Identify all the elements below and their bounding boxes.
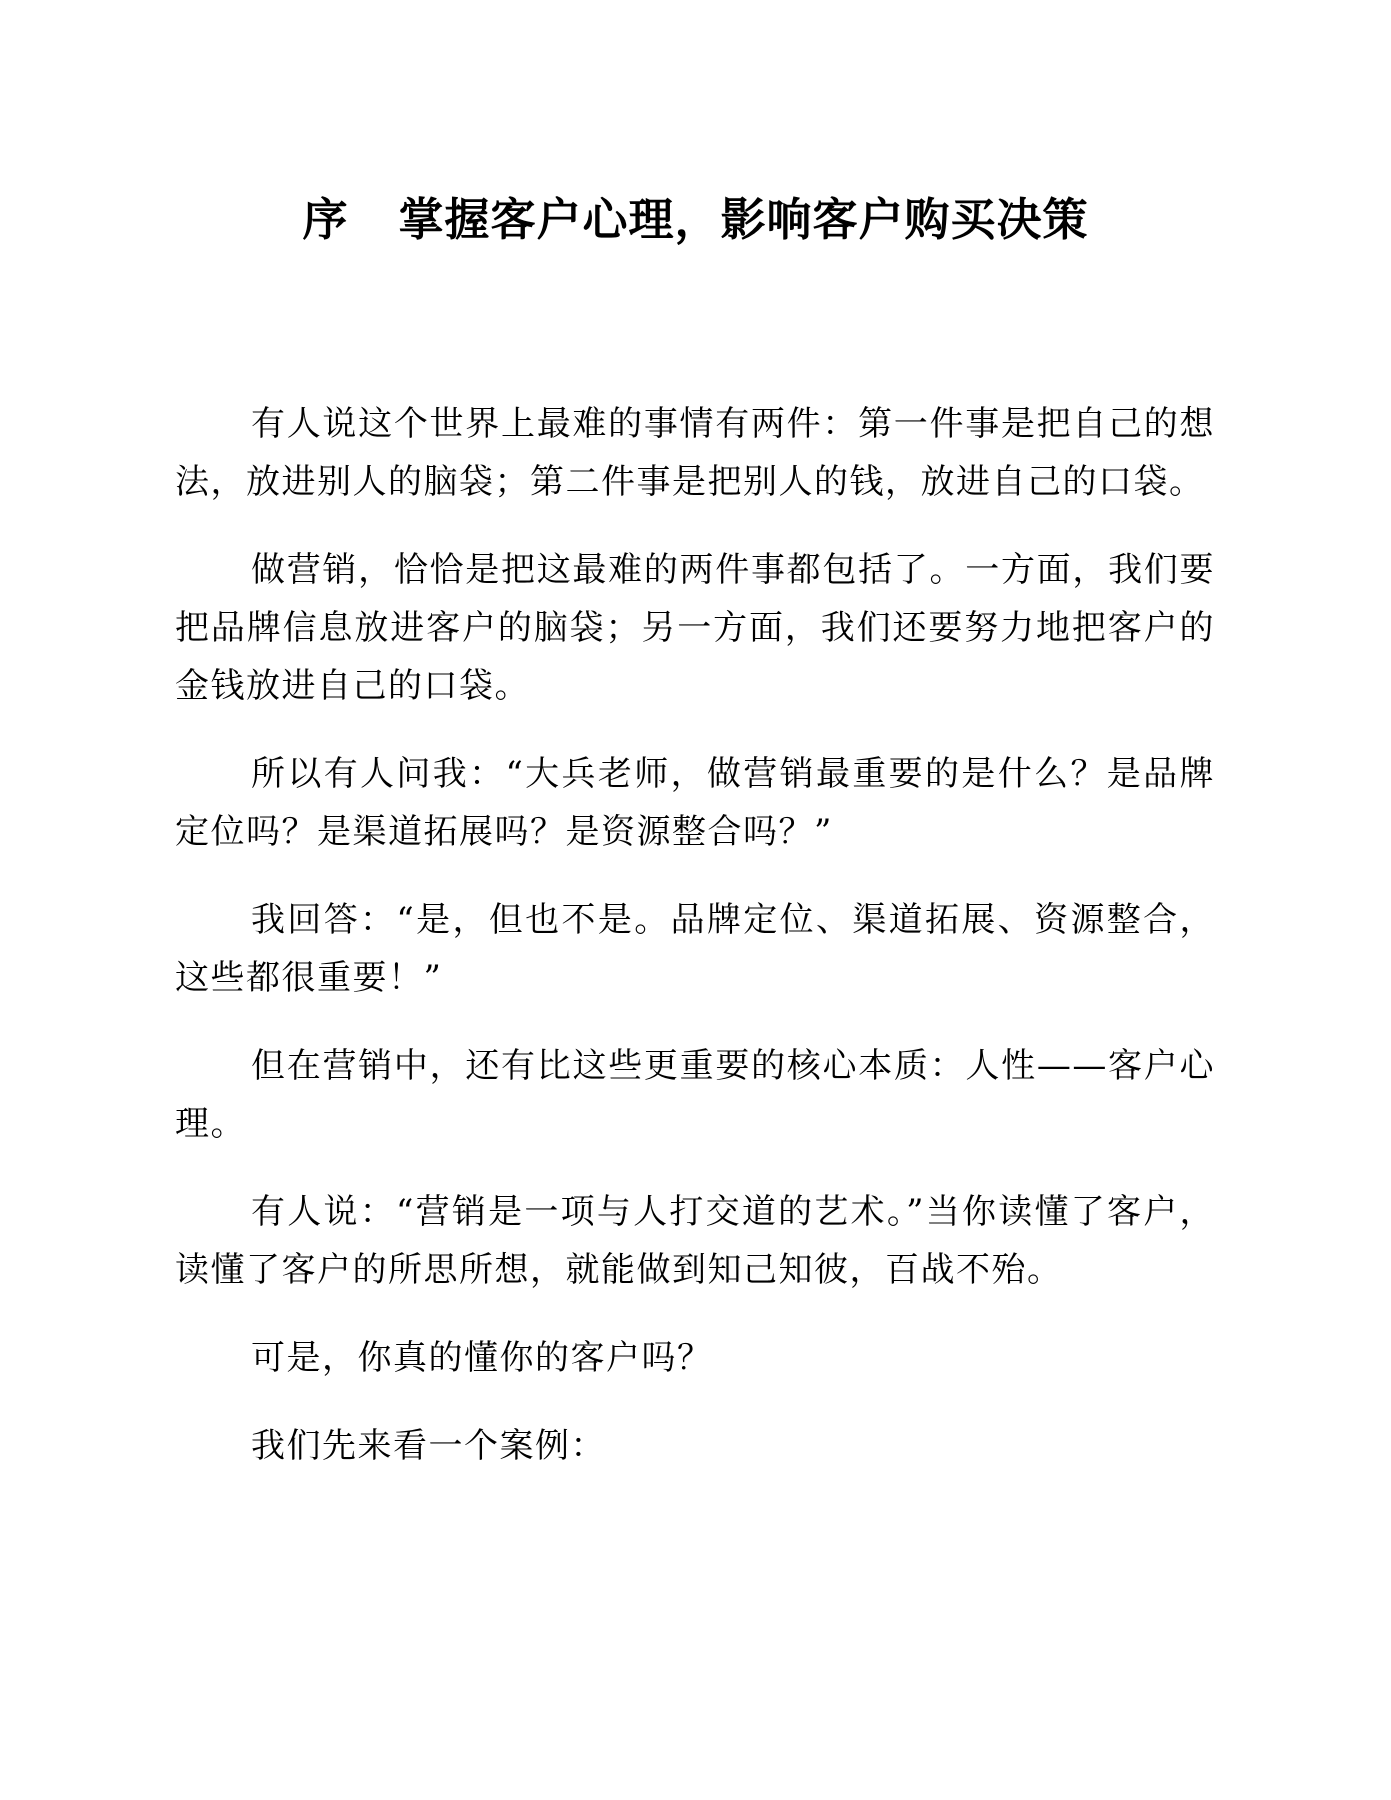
paragraph-8: 我们先来看一个案例： [251, 1426, 606, 1466]
paragraph-7: 可是，你真的懂你的客户吗？ [251, 1338, 713, 1378]
paragraph-5: 但在营销中，还有比这些更重要的核心本质：人性——客户心理。 [175, 1046, 1215, 1144]
paragraph-4: 我回答：“是，但也不是。品牌定位、渠道拓展、资源整合，这些都很重要！” [175, 900, 1215, 998]
page-title [0, 190, 1391, 250]
title-prefix: 序 [302, 193, 349, 246]
title-text: 掌握客户心理，影响客户购买决策 [398, 193, 1089, 246]
paragraph-2: 做营销，恰恰是把这最难的两件事都包括了。一方面，我们要把品牌信息放进客户的脑袋；另一方面，我们还要努力地把客户的金钱放进自己的口袋。 [175, 550, 1215, 706]
body-text [175, 395, 1215, 1505]
paragraph-1: 有人说这个世界上最难的事情有两件：第一件事是把自己的想法，放进别人的脑袋；第二件事是把别人的钱，放进自己的口袋。 [175, 404, 1215, 502]
paragraph-3: 所以有人问我：“大兵老师，做营销最重要的是什么？是品牌定位吗？是渠道拓展吗？是资源整合吗？” [175, 754, 1215, 852]
paragraph-6: 有人说：“营销是一项与人打交道的艺术。”当你读懂了客户，读懂了客户的所思所想，就能做到知己知彼，百战不殆。 [175, 1192, 1215, 1290]
